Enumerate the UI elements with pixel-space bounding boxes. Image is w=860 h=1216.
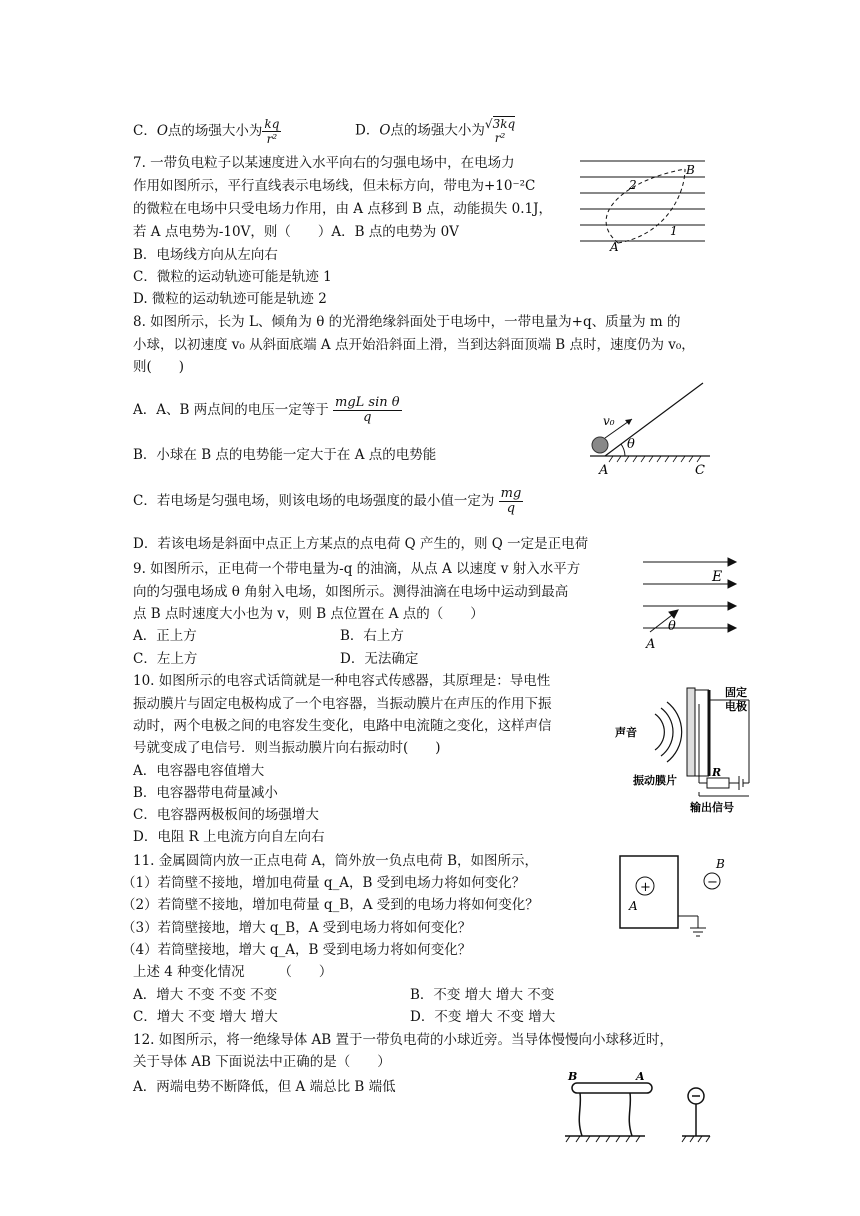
q8-option-b: B．小球在 B 点的电势能一定大于在 A 点的电势能 [133, 447, 437, 463]
q11-summary: 上述 4 种变化情况 （ ） [133, 964, 333, 980]
q8-line1: 8. 如图所示，长为 L、倾角为 θ 的光滑绝缘斜面处于电场中，一带电量为+q、质量为 m 的 [133, 314, 681, 330]
q9-line1: 9. 如图所示，正电荷一个带电量为-q 的油滴，从点 A 以速度 v 射入水平方 [133, 561, 581, 577]
q8-line3: 则( ) [133, 359, 185, 375]
q8-option-a: A．A、B 两点间的电压一定等于 $\frac{\text{mgL sin θ}}{q}$ [133, 395, 400, 425]
q11-option-d: D．不变 增大 不变 增大 [410, 1009, 556, 1025]
q11-option-b: B．不变 增大 增大 不变 [410, 987, 555, 1003]
fig10-label-fixed: 固定 [725, 687, 747, 699]
q10-option-d: D．电阻 R 上电流方向自左向右 [133, 829, 325, 845]
q7-line2: 作用如图所示，平行直线表示电场线，但未标方向，带电为+10⁻²C [133, 178, 536, 194]
option-d-q6: D．O点的场强大小为 √3kq r² [355, 117, 516, 145]
q11-sub1: （1）若筒壁不接地，增加电荷量 q_A，B 受到电场力将如何变化？ [122, 875, 526, 891]
fig12-label-b: B [568, 1070, 578, 1083]
q7-option-d: D. 微粒的运动轨迹可能是轨迹 2 [133, 291, 327, 307]
q10-line3: 动时，两个电极之间的电容发生变化，电路中电流随之变化，这样声信 [133, 718, 552, 734]
q12-line2: 关于导体 AB 下面说法中正确的是（ ） [133, 1054, 391, 1070]
q8-line2: 小球，以初速度 v₀ 从斜面底端 A 点开始沿斜面上滑，当到达斜面顶端 B 点时，速度仍为 v₀， [133, 337, 695, 353]
figure-q8-incline [585, 378, 715, 478]
fig8-label-c: C [695, 463, 705, 478]
fig9-label-a: A [646, 637, 656, 652]
q11-option-c: C．增大 不变 增大 增大 [133, 1009, 278, 1025]
fig7-label-1: 1 [670, 224, 678, 238]
q7-option-c: C．微粒的运动轨迹可能是轨迹 1 [133, 269, 332, 285]
q8-option-d: D．若该电场是斜面中点正上方某点的点电荷 Q 产生的，则 Q 一定是正电荷 [133, 536, 589, 552]
fig8-ball [592, 437, 608, 453]
q7-line4: 若 A 点电势为-10V，则（ ）A．B 点的电势为 0V [133, 224, 459, 240]
fig8-label-v0: v₀ [603, 414, 615, 428]
q11-option-a: A．增大 不变 不变 不变 [133, 987, 278, 1003]
q10-line2: 振动膜片与固定电极构成了一个电容器，当振动膜片在声压的作用下振 [133, 696, 552, 712]
fig10-label-sound: 声音 [615, 727, 637, 739]
fig12-label-a: A [636, 1070, 645, 1083]
figure-q10-microphone [615, 680, 755, 820]
svg-text:+: + [640, 880, 651, 895]
q12-line1: 12. 如图所示，将一绝缘导体 AB 置于一带负电荷的小球近旁。当导体慢慢向小球移近时， [133, 1032, 674, 1048]
q9-option-a: A．正上方 [133, 628, 197, 644]
q11-sub3: （3）若筒壁接地，增大 q_B，A 受到电场力将如何变化？ [122, 920, 472, 936]
q7-line3: 的微粒在电场中只受电场力作用，由 A 点移到 B 点，动能损失 0.1J， [133, 201, 553, 217]
option-c-q6: C．O点的场强大小为 $\frac{kq}{\text{r²}}$ [133, 117, 280, 146]
fig10-label-membrane: 振动膜片 [633, 775, 677, 787]
fig10-label-r: R [712, 766, 722, 779]
q7-line1: 7. 一带负电粒子以某速度进入水平向右的匀强电场中，在电场力 [133, 155, 515, 171]
q9-option-b: B．右上方 [340, 628, 404, 644]
q10-line4: 号就变成了电信号．则当振动膜片向右振动时( ) [133, 740, 441, 756]
fig11-label-b: B [716, 857, 725, 871]
fig7-label-b: B [686, 163, 695, 177]
figure-q7-field-lines [575, 155, 710, 255]
q10-line1: 10. 如图所示的电容式话筒就是一种电容式传感器，其原理是：导电性 [133, 673, 551, 689]
fig11-label-a: A [629, 899, 638, 913]
figure-q12-conductor [560, 1068, 725, 1148]
fig7-label-a: A [610, 240, 619, 254]
fig10-label-electrode: 电极 [725, 701, 747, 713]
fig7-label-2: 2 [629, 178, 637, 192]
q7-option-b: B．电场线方向从左向右 [133, 247, 278, 263]
q8-option-c: C．若电场是匀强电场，则该电场的电场强度的最小值一定为 $\frac{mg}{q}$ [133, 486, 522, 516]
q11-sub2: （2）若筒壁不接地，增加电荷量 q_B，A 受到的电场力将如何变化？ [122, 897, 539, 913]
q9-line2: 向的匀强电场成 θ 角射入电场，如图所示。测得油滴在电场中运动到最高 [133, 584, 569, 600]
fig8-label-a: A [599, 463, 609, 478]
fig10-label-output: 输出信号 [690, 802, 734, 814]
fig9-label-e: E [712, 569, 723, 585]
q9-option-c: C．左上方 [133, 651, 198, 667]
fig9-label-theta: θ [668, 619, 676, 634]
figure-q11-cylinder [612, 852, 742, 942]
q10-option-c: C．电容器两极板间的场强增大 [133, 807, 319, 823]
figure-q9-field [638, 552, 743, 654]
fig8-label-theta: θ [627, 437, 635, 452]
q11-line1: 11. 金属圆筒内放一正点电荷 A，筒外放一负点电荷 B，如图所示， [133, 853, 539, 869]
q11-sub4: （4）若筒壁接地，增大 q_A，B 受到电场力将如何变化？ [122, 942, 472, 958]
q9-option-d: D．无法确定 [340, 651, 419, 667]
q9-line3: 点 B 点时速度大小也为 v，则 B 点位置在 A 点的（ ） [133, 606, 484, 622]
q10-option-a: A．电容器电容值增大 [133, 763, 265, 779]
q10-option-b: B．电容器带电荷量减小 [133, 785, 278, 801]
svg-text:−: − [707, 875, 718, 890]
q12-option-a: A．两端电势不断降低，但 A 端总比 B 端低 [133, 1079, 396, 1095]
